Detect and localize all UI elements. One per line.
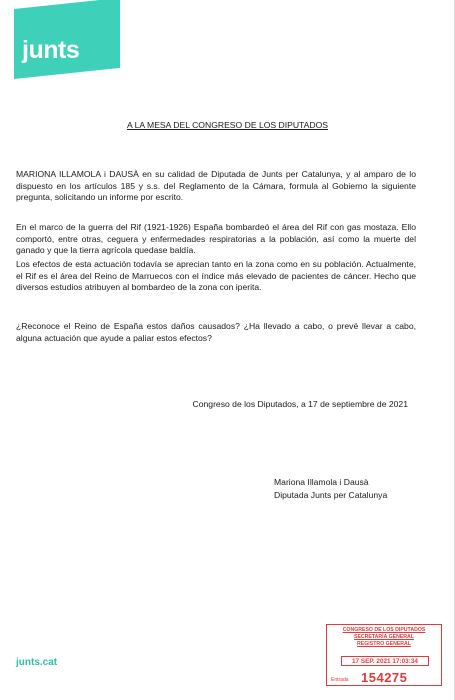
document-heading: A LA MESA DEL CONGRESO DE LOS DIPUTADOS [126,120,329,130]
paragraph-context: En el marco de la guerra del Rif (1921-1926) España bombardeó el área del Rif con gas mostaza. Ello comportó, entre otras, ceguera y enfermedades respiratorias a la población, así como la muerte del ganado y que la tierra agrícola quedase baldía. [16,222,416,256]
paragraph-effects: Los efectos de esta actuación todavía se aprecian tanto en la zona como en su población. Actualmente, el Rif es el área del Reino de Marruecos con el índice más elevado de pacientes de cáncer. Hecho que diversos estudios atribuyen al bombardeo de la zona con iperita. [16,259,416,293]
stamp-datetime: 17 SEP. 2021 17:03:34 [341,656,429,666]
paragraph-question: ¿Reconoce el Reino de España estos daños causados? ¿Ha llevado a cabo, o prevé llevar a cabo, alguna actuación que ayude a paliar estos efectos? [16,321,416,343]
stamp-line-1: CONGRESO DE LOS DIPUTADOS [342,627,426,633]
junts-logo-text: junts [22,36,80,64]
paragraph-intro: MARIONA ILLAMOLA i DAUSÀ en su calidad de Diputada de Junts per Catalunya, y al amparo de lo dispuesto en los artículos 185 y s.s. del Reglamento de la Cámara, formula al Gobierno la siguiente pregunta, solicitando un informe por escrito. [16,169,416,203]
registry-stamp [326,624,442,686]
signature-name: Mariona Illamola i Dausà [274,477,369,487]
date-line: Congreso de los Diputados, a 17 de septiembre de 2021 [192,399,408,409]
signature-role: Diputada Junts per Catalunya [274,490,388,500]
stamp-number: 154275 [361,670,408,685]
footer-website: junts.cat [16,657,58,668]
stamp-line-2: SECRETARÍA GENERAL [354,634,414,640]
stamp-entrada-label: Entrada [331,677,349,683]
stamp-line-3: REGISTRO GENERAL [357,641,411,647]
